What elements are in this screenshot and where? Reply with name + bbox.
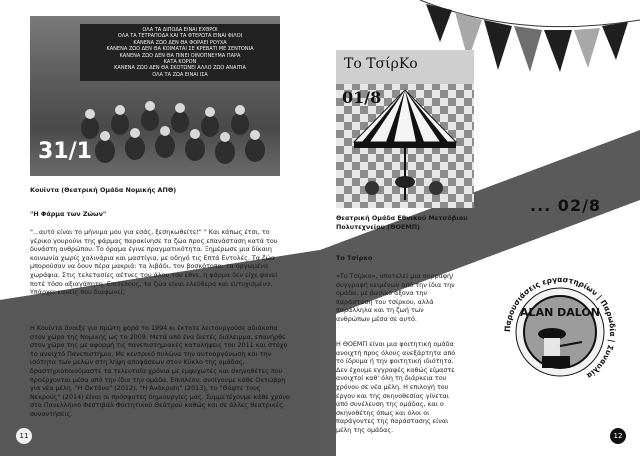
event-date: ... 02/8 [530, 196, 602, 215]
right-paragraph-1: «Το Τσίρκο», αποτελεί μια συρραφή/συγγραφή κειμένων από την ίδια την ομάδα, με βασικό άξονα την παράσταση του τσίρκου, αλλά παράλληλα και τη ζωή των ανθρώπων μέσα σε αυτό. [336, 272, 455, 323]
page-number-left: 11 [16, 428, 32, 444]
poster-title: Το ΤσίρΚο [344, 56, 418, 72]
circus-tent-illustration [336, 50, 474, 208]
left-paragraph-1: "...αυτό είναι το μήνυμα μου για εσάς, ξεσηκωθείτε!" " Και κάπως έτσι, το γέρικο γουρούνι της φάρμας παρακίνησε τα ζώα προς επανάσταση κατά του δυνάστη ανθρώπου. Το όραμα έγινε πραγματικότητα. Ξημέρωσε μια δίκαιη κοινωνία χωρίς χαλινάρια και μαστίγια, με οδηγό τις Επτά Εντολές. Τα ζώα μπορούσαν να δουν πέρα μακριά: τα λιβάδι, τον βοσκότοπο, τα οργωμένα χωράφια. Στις τελετασίες αέτνες του άλου του έθνε, η φάρμα δεν είχε φανεί ποτέ τόσο αξιαγάπητη. Επιτέλους, τα ζώα είναι ελεύθερα και ευτυχισμένα. Υπάρχει κανείς που διαφωνεί; [30, 228, 278, 297]
photo-date: 31/1 [38, 139, 92, 164]
commandment-line: ΟΛΑ ΤΑ ΔΙΠΟΔΑ ΕΙΝΑΙ ΕΧΘΡΟΙ [142, 27, 218, 33]
group-photo [30, 16, 280, 176]
badge-name: ALAN DALON [520, 306, 600, 319]
badge-ring-textpath: Παρουσιάσεις εργαστηρίων | Παρωδία | Συναυλία [502, 275, 618, 381]
commandment-line: ΟΛΑ ΤΑ ΤΕΤΡΑΠΟΔΑ ΚΑΙ ΤΑ ΦΤΕΡΩΤΑ ΕΙΝΑΙ ΦΙΛΟΙ [117, 33, 243, 40]
right-play-title: Το Τσίρκο [336, 254, 373, 262]
poster-date: 01/8 [342, 88, 382, 107]
page-number-right: 12 [610, 428, 626, 444]
left-group-title: Κουίντα (Θεατρική Ομάδα Νομικής ΑΠΘ) [30, 186, 177, 194]
commandment-line: ΚΑΝΕΝΑ ΖΩΟ ΔΕΝ ΘΑ ΣΚΟΤΩΝΕΙ ΑΛΛΟ ΖΩΟ ΑΝΑΙΤΙΑ [114, 65, 246, 72]
right-paragraph-2: Η ΘΟΕΜΠ είναι μια φοιτητική ομάδα ανοιχτή προς όλους ανεξάρτητα από το ίδρυμα ή την φοιτητική ιδιότητα. Δεν έχουμε εγγραφές καθώς είμαστε ανοιχτοί καθ' όλη τη διάρκεια του χρόνου σε νέα μέλη. Η επιλογή του έργου και της σκηνοθεσίας γίνεται από συνέλευση της ομάδας, και ο σκηνοθέτης όπως και όλοι οι παράγοντες της παράστασης είναι μέλη της ομάδας. [336, 340, 456, 434]
commandment-line: ΚΑΝΕΝΑ ΖΩΟ ΔΕΝ ΘΑ ΚΟΙΜΑΤΑΙ ΣΕ ΚΡΕΒΑΤΙ ΜΕ ΣΕΝΤΟΝΙΑ [106, 46, 254, 53]
circus-poster [336, 50, 474, 208]
left-paragraph-2: Η Κουίντα άνοιξε για πρώτη φορά το 1994 κι έκτοτε λειτουργούσε αδιάκοπα στον χώρο της Νομικής ως το 2009. Μετά από ένα διετές διάλειμμα, επανήρθε στον χώρο της με αφορμή τις πανεπιστημιακές καταλήψεις του 2011 και στόχο το ανοιχτό Πανεπιστήμιο. Με κεντρικό πυλώνα την αυτοοργάνωση και την ισότητα των μελών στη λήψη αποφάσεων στον Κύκλο της ομάδας, δραστηριοποιούμαστε τα τελευταία χρόνια με εμψυχωτές και σκηνοθέτες που προέρχονται μέσα από την ίδια την ομάδα. Επιπλέον, ανοίγουμε κάθε Οκτώβρη για νέα μέλη. "Η Οκτάνα" (2012), "Η Ανάκριση" (2013), το "Θάψτε τους Νεκρούς" (2014) είναι οι πρόσφατες δημιουργίες μας. Συμμετέχουμε κάθε χρόνο στο Πανελλήνιο Φεστιβάλ Φοιτητικού Θεάτρου καθώς και σε άλλες θεατρικές συναντήσεις. [30, 324, 290, 418]
alan-dalon-badge [490, 262, 630, 402]
commandment-line: ΚΑΝΕΝΑ ΖΩΟ ΔΕΝ ΘΑ ΦΟΡΑΕΙ ΡΟΥΧΑ [133, 39, 227, 46]
left-play-title: "Η Φάρμα των Ζώων" [30, 210, 107, 218]
commandment-line: ΚΑΝΕΝΑ ΖΩΟ ΔΕΝ ΘΑ ΠΙΝΕΙ ΟΙΝΟΠΝΕΥΜΑ ΠΑΡΑ [119, 52, 241, 59]
right-group-title: Θεατρική Ομάδα Εθνικού Μετσόβιου Πολυτεχνείου (ΘΟΕΜΠ) [336, 214, 468, 231]
commandment-line: ΚΑΤΑ ΚΟΡΟΝ [163, 59, 197, 66]
commandment-line: ΟΛΑ ΤΑ ΖΩΑ ΕΙΝΑΙ ΙΣΑ [152, 71, 208, 78]
